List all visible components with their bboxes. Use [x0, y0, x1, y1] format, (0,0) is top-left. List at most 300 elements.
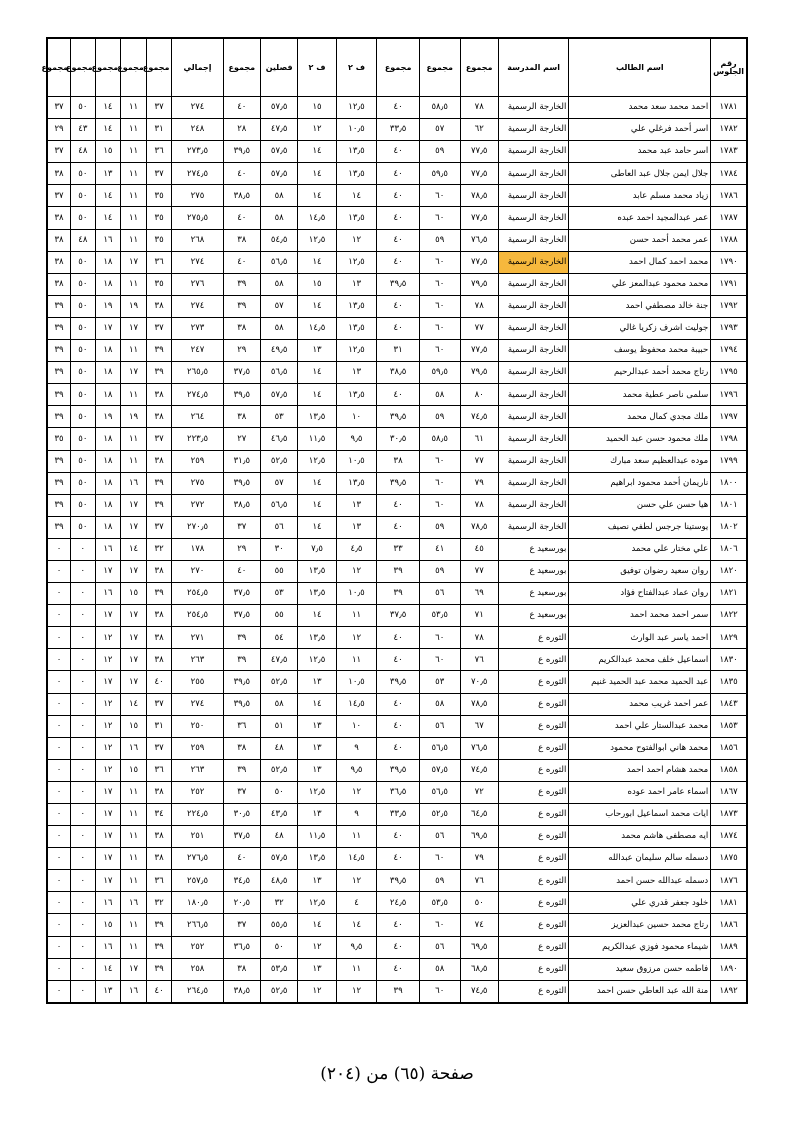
total-7-cell: ١٨ — [95, 251, 121, 273]
school-name-cell: الخارجة الرسمية — [498, 229, 568, 251]
total-7-cell: ١٢ — [95, 715, 121, 737]
total-1-cell: ٦٢ — [460, 119, 498, 141]
table-row — [47, 936, 747, 958]
grand-total-cell: ٢٦٤ — [172, 406, 223, 428]
total-4-cell: ٣٨ — [223, 317, 260, 339]
two-terms-cell: ٥٠ — [260, 936, 297, 958]
table-row — [47, 163, 747, 185]
grand-total-cell: ٢٥٧٫٥ — [172, 870, 223, 892]
table-row — [47, 605, 747, 627]
two-terms-cell: ٣٠ — [260, 538, 297, 560]
total-7-cell: ١٨ — [95, 362, 121, 384]
table-row — [47, 980, 747, 1003]
total-8-cell: ٠ — [71, 649, 96, 671]
total-4-cell: ٢٧ — [223, 428, 260, 450]
total-9-cell: ٣٨ — [47, 163, 71, 185]
total-8-cell: ٥٠ — [71, 273, 96, 295]
seat-number-cell: ١٨٨٩ — [711, 936, 747, 958]
seat-number-cell: ١٨٥٦ — [711, 737, 747, 759]
term2-b-cell: ١٣ — [298, 804, 336, 826]
total-9-cell: ٠ — [47, 914, 71, 936]
table-row — [47, 229, 747, 251]
table-row — [47, 848, 747, 870]
total-6-cell: ١٥ — [121, 583, 147, 605]
total-1-cell: ٧٦٫٥ — [460, 229, 498, 251]
total-8-cell: ٤٨ — [71, 229, 96, 251]
total-5-cell: ٣٢ — [146, 892, 172, 914]
term2-b-cell: ١٤ — [298, 605, 336, 627]
term2-b-cell: ١٤ — [298, 251, 336, 273]
seat-number-cell: ١٨٩٠ — [711, 958, 747, 980]
total-8-cell: ٥٠ — [71, 472, 96, 494]
grand-total-cell: ٢٧٠٫٥ — [172, 516, 223, 538]
total-8-cell: ٥٠ — [71, 450, 96, 472]
grand-total-cell: ٢٧٤ — [172, 295, 223, 317]
total-6-cell: ١٧ — [121, 627, 147, 649]
total-7-cell: ١٢ — [95, 737, 121, 759]
total-3-cell: ٣١ — [377, 340, 420, 362]
total-2-cell: ٥٣٫٥ — [419, 605, 460, 627]
total-9-cell: ٢٩ — [47, 119, 71, 141]
total-3-cell: ٤٠ — [377, 826, 420, 848]
grand-total-cell: ٢٧٦٫٥ — [172, 848, 223, 870]
total-3-cell: ٣٩ — [377, 560, 420, 582]
grand-total-cell: ٢٧٢ — [172, 494, 223, 516]
school-name-cell: الخارجة الرسمية — [498, 516, 568, 538]
two-terms-cell: ٤٨٫٥ — [260, 870, 297, 892]
student-name-cell: عمر احمد غريب محمد — [569, 693, 711, 715]
seat-number-cell: ١٧٨٢ — [711, 119, 747, 141]
seat-number-cell: ١٧٨٤ — [711, 163, 747, 185]
term2-b-cell: ١٢٫٥ — [298, 450, 336, 472]
total-2-cell: ٦٠ — [419, 627, 460, 649]
total-1-cell: ٧٨٫٥ — [460, 185, 498, 207]
table-row — [47, 715, 747, 737]
total-9-cell: ٠ — [47, 936, 71, 958]
total-8-cell: ٥٠ — [71, 516, 96, 538]
total-1-cell: ٧٤٫٥ — [460, 759, 498, 781]
total-6-cell: ١٧ — [121, 560, 147, 582]
grand-total-cell: ٢٢٣٫٥ — [172, 428, 223, 450]
total-1-cell: ٧٢ — [460, 781, 498, 803]
total-8-cell: ٠ — [71, 538, 96, 560]
total-5-cell: ٣٧ — [146, 693, 172, 715]
total-2-cell: ٦٠ — [419, 472, 460, 494]
total-4-cell: ٢٠٫٥ — [223, 892, 260, 914]
grand-total-cell: ٢٧٤ — [172, 251, 223, 273]
grand-total-cell: ٢٧٥ — [172, 472, 223, 494]
term2-a-cell: ١٣٫٥ — [336, 384, 377, 406]
total-7-cell: ١٤ — [95, 207, 121, 229]
total-4-cell: ٣٤٫٥ — [223, 870, 260, 892]
student-name-cell: محمد هاني ابوالفتوح محمود — [569, 737, 711, 759]
total-3-cell: ٣٩٫٥ — [377, 406, 420, 428]
term2-b-cell: ١٣ — [298, 870, 336, 892]
total-1-cell: ٧٧ — [460, 560, 498, 582]
total-8-cell: ٥٠ — [71, 340, 96, 362]
total-3-cell: ٤٠ — [377, 958, 420, 980]
total-3-cell: ٤٠ — [377, 936, 420, 958]
total-9-cell: ٣٧ — [47, 97, 71, 119]
total-5-cell: ٣٨ — [146, 560, 172, 582]
total-5-cell: ٣٨ — [146, 384, 172, 406]
term2-b-cell: ١٣ — [298, 671, 336, 693]
term2-b-cell: ١٤ — [298, 384, 336, 406]
student-name-cell: جوليت اشرف زكريا غالي — [569, 317, 711, 339]
total-6-cell: ١٦ — [121, 737, 147, 759]
table-row — [47, 494, 747, 516]
two-terms-cell: ٤٧٫٥ — [260, 119, 297, 141]
total-5-cell: ٣٩ — [146, 583, 172, 605]
total-2-cell: ٥٦٫٥ — [419, 781, 460, 803]
term2-b-cell: ١٤ — [298, 362, 336, 384]
grand-total-cell: ٢٥١ — [172, 826, 223, 848]
total-8-cell: ٥٠ — [71, 384, 96, 406]
total-2-cell: ٥٩ — [419, 406, 460, 428]
term2-b-cell: ١١٫٥ — [298, 826, 336, 848]
school-name-cell: الثوره ع — [498, 693, 568, 715]
total-9-cell: ٠ — [47, 627, 71, 649]
total-1-cell: ٧٤٫٥ — [460, 980, 498, 1003]
school-name-cell: الثوره ع — [498, 759, 568, 781]
seat-number-cell: ١٧٩٠ — [711, 251, 747, 273]
seat-number-cell: ١٨٧٦ — [711, 870, 747, 892]
term2-a-cell: ١٣٫٥ — [336, 317, 377, 339]
total-9-cell: ٠ — [47, 980, 71, 1003]
school-name-cell: الثوره ع — [498, 936, 568, 958]
term2-b-cell: ١٣٫٥ — [298, 560, 336, 582]
total-9-cell: ٠ — [47, 958, 71, 980]
total-5-cell: ٣٢ — [146, 538, 172, 560]
total-2-cell: ٥٩ — [419, 870, 460, 892]
total-3-cell: ٤٠ — [377, 317, 420, 339]
table-row — [47, 759, 747, 781]
table-row — [47, 472, 747, 494]
total-3-cell: ٤٠ — [377, 295, 420, 317]
total-8-cell: ٠ — [71, 737, 96, 759]
total-6-cell: ١٦ — [121, 892, 147, 914]
two-terms-cell: ٥٢٫٥ — [260, 450, 297, 472]
total-6-cell: ١٧ — [121, 494, 147, 516]
total-5-cell: ٤٠ — [146, 980, 172, 1003]
student-name-cell: علي مختار علي محمد — [569, 538, 711, 560]
total-7-cell: ١٤ — [95, 97, 121, 119]
total-6-cell: ١١ — [121, 914, 147, 936]
grand-total-cell: ٢٥٢ — [172, 936, 223, 958]
total-1-cell: ٦٩ — [460, 583, 498, 605]
term2-a-cell: ١٢ — [336, 229, 377, 251]
seat-number-cell: ١٧٩٧ — [711, 406, 747, 428]
school-name-cell: الخارجة الرسمية — [498, 317, 568, 339]
term2-a-cell: ٤ — [336, 892, 377, 914]
total-7-cell: ١٨ — [95, 472, 121, 494]
total-4-cell: ٣٨٫٥ — [223, 980, 260, 1003]
total-4-cell: ٣٧٫٥ — [223, 826, 260, 848]
col-header-grand-total: إجمالي — [172, 38, 223, 97]
term2-a-cell: ١٠٫٥ — [336, 119, 377, 141]
total-4-cell: ٣٨ — [223, 229, 260, 251]
total-7-cell: ١٢ — [95, 627, 121, 649]
two-terms-cell: ٥٨ — [260, 693, 297, 715]
student-name-cell: موده عبدالعظيم سعد مبارك — [569, 450, 711, 472]
school-name-cell: الخارجة الرسمية — [498, 472, 568, 494]
table-row — [47, 340, 747, 362]
term2-b-cell: ١٢ — [298, 980, 336, 1003]
total-1-cell: ٧٦٫٥ — [460, 737, 498, 759]
term2-a-cell: ١٣ — [336, 273, 377, 295]
total-6-cell: ١١ — [121, 185, 147, 207]
total-2-cell: ٥٦ — [419, 826, 460, 848]
school-name-cell: الخارجة الرسمية — [498, 494, 568, 516]
total-9-cell: ٠ — [47, 892, 71, 914]
total-3-cell: ٤٠ — [377, 494, 420, 516]
total-2-cell: ٥٨ — [419, 693, 460, 715]
grand-total-cell: ٢٤٨ — [172, 119, 223, 141]
total-9-cell: ٣٩ — [47, 317, 71, 339]
total-3-cell: ٤٠ — [377, 229, 420, 251]
total-4-cell: ٣٠٫٥ — [223, 804, 260, 826]
term2-a-cell: ١٢ — [336, 781, 377, 803]
school-name-cell: الخارجة الرسمية — [498, 251, 568, 273]
term2-b-cell: ١٣ — [298, 715, 336, 737]
two-terms-cell: ٥٨ — [260, 273, 297, 295]
student-name-cell: فاطمه حسن مرزوق سعيد — [569, 958, 711, 980]
total-1-cell: ٦٨٫٥ — [460, 958, 498, 980]
term2-a-cell: ١٠٫٥ — [336, 450, 377, 472]
total-6-cell: ١١ — [121, 340, 147, 362]
total-6-cell: ١١ — [121, 97, 147, 119]
total-7-cell: ١٨ — [95, 516, 121, 538]
grand-total-cell: ١٨٠٫٥ — [172, 892, 223, 914]
seat-number-cell: ١٨٢١ — [711, 583, 747, 605]
total-7-cell: ١٩ — [95, 406, 121, 428]
school-name-cell: الخارجة الرسمية — [498, 119, 568, 141]
term2-a-cell: ١٠٫٥ — [336, 583, 377, 605]
total-1-cell: ٧٧٫٥ — [460, 340, 498, 362]
term2-a-cell: ١٢٫٥ — [336, 340, 377, 362]
student-name-cell: دسمله عبدالله حسن احمد — [569, 870, 711, 892]
total-1-cell: ٧٦ — [460, 649, 498, 671]
table-row — [47, 583, 747, 605]
student-name-cell: ملك مجدي كمال محمد — [569, 406, 711, 428]
total-9-cell: ٣٩ — [47, 295, 71, 317]
school-name-cell: الخارجة الرسمية — [498, 97, 568, 119]
col-header-total-2: مجموع — [419, 38, 460, 97]
student-name-cell: سلمى ناصر عطية محمد — [569, 384, 711, 406]
col-header-total-3: مجموع — [377, 38, 420, 97]
two-terms-cell: ٤٣٫٥ — [260, 804, 297, 826]
total-6-cell: ١١ — [121, 273, 147, 295]
two-terms-cell: ٥٣٫٥ — [260, 958, 297, 980]
total-9-cell: ٠ — [47, 848, 71, 870]
seat-number-cell: ١٧٨٧ — [711, 207, 747, 229]
seat-number-cell: ١٨٧٥ — [711, 848, 747, 870]
total-5-cell: ٣٧ — [146, 737, 172, 759]
total-7-cell: ١٨ — [95, 450, 121, 472]
two-terms-cell: ٥٤٫٥ — [260, 229, 297, 251]
col-header-total-7: مجموع — [95, 38, 121, 97]
total-6-cell: ١٧ — [121, 362, 147, 384]
two-terms-cell: ٥١ — [260, 715, 297, 737]
seat-number-cell: ١٧٨٣ — [711, 141, 747, 163]
total-2-cell: ٥٨٫٥ — [419, 97, 460, 119]
two-terms-cell: ٥٦ — [260, 516, 297, 538]
total-1-cell: ٧٨ — [460, 494, 498, 516]
total-6-cell: ١١ — [121, 826, 147, 848]
total-5-cell: ٣٨ — [146, 781, 172, 803]
two-terms-cell: ٤٨ — [260, 737, 297, 759]
school-name-cell: الثوره ع — [498, 649, 568, 671]
two-terms-cell: ٥٨ — [260, 207, 297, 229]
total-3-cell: ٣٩٫٥ — [377, 870, 420, 892]
total-5-cell: ٣٨ — [146, 848, 172, 870]
total-2-cell: ٦٠ — [419, 185, 460, 207]
total-5-cell: ٣٩ — [146, 958, 172, 980]
table-row — [47, 317, 747, 339]
total-7-cell: ١٦ — [95, 538, 121, 560]
student-name-cell: حبيبة محمد محفوظ يوسف — [569, 340, 711, 362]
two-terms-cell: ٥٤ — [260, 627, 297, 649]
seat-number-cell: ١٨٤٣ — [711, 693, 747, 715]
student-name-cell: شيماء محمود فوزي عبدالكريم — [569, 936, 711, 958]
total-9-cell: ٠ — [47, 649, 71, 671]
term2-b-cell: ١٢ — [298, 936, 336, 958]
total-4-cell: ٣٧ — [223, 516, 260, 538]
total-1-cell: ٧٨ — [460, 295, 498, 317]
total-8-cell: ٥٠ — [71, 428, 96, 450]
total-7-cell: ١٨ — [95, 428, 121, 450]
table-row — [47, 958, 747, 980]
total-3-cell: ٢٤٫٥ — [377, 892, 420, 914]
seat-number-cell: ١٧٨٨ — [711, 229, 747, 251]
total-9-cell: ٠ — [47, 605, 71, 627]
term2-a-cell: ١٣٫٥ — [336, 295, 377, 317]
table-row — [47, 560, 747, 582]
term2-a-cell: ١٣ — [336, 494, 377, 516]
school-name-cell: الخارجة الرسمية — [498, 450, 568, 472]
total-8-cell: ٠ — [71, 759, 96, 781]
school-name-cell: الثوره ع — [498, 781, 568, 803]
total-2-cell: ٥٦٫٥ — [419, 737, 460, 759]
grand-total-cell: ٢٦٨ — [172, 229, 223, 251]
total-3-cell: ٤٠ — [377, 914, 420, 936]
term2-a-cell: ١١ — [336, 649, 377, 671]
student-name-cell: جلال ايمن جلال عبد العاطى — [569, 163, 711, 185]
total-5-cell: ٣٨ — [146, 605, 172, 627]
total-1-cell: ٧٧٫٥ — [460, 141, 498, 163]
student-name-cell: يوستينا جرجس لطفي نصيف — [569, 516, 711, 538]
total-5-cell: ٣٧ — [146, 163, 172, 185]
grand-total-cell: ٢٦٤٫٥ — [172, 980, 223, 1003]
total-5-cell: ٣٦ — [146, 251, 172, 273]
total-7-cell: ١٦ — [95, 936, 121, 958]
total-7-cell: ١٢ — [95, 649, 121, 671]
total-6-cell: ١٥ — [121, 759, 147, 781]
table-row — [47, 185, 747, 207]
total-4-cell: ٣٩٫٥ — [223, 671, 260, 693]
total-4-cell: ٤٠ — [223, 848, 260, 870]
term2-a-cell: ٩ — [336, 737, 377, 759]
term2-b-cell: ١٣ — [298, 340, 336, 362]
seat-number-cell: ١٧٩٦ — [711, 384, 747, 406]
total-1-cell: ٧٤ — [460, 914, 498, 936]
total-5-cell: ٣١ — [146, 715, 172, 737]
total-8-cell: ٠ — [71, 958, 96, 980]
total-1-cell: ٦١ — [460, 428, 498, 450]
seat-number-cell: ١٨٢٠ — [711, 560, 747, 582]
seat-number-cell: ١٨٠٦ — [711, 538, 747, 560]
total-5-cell: ٣١ — [146, 119, 172, 141]
total-5-cell: ٣٧ — [146, 516, 172, 538]
grand-total-cell: ٢٧٣٫٥ — [172, 141, 223, 163]
total-8-cell: ٠ — [71, 892, 96, 914]
student-name-cell: روان سعيد رضوان توفيق — [569, 560, 711, 582]
term2-a-cell: ١٣ — [336, 516, 377, 538]
seat-number-cell: ١٧٩٥ — [711, 362, 747, 384]
total-4-cell: ٣٩٫٥ — [223, 141, 260, 163]
total-2-cell: ٥٦ — [419, 715, 460, 737]
total-7-cell: ١٨ — [95, 273, 121, 295]
student-name-cell: رتاج محمد حسين عبدالعزيز — [569, 914, 711, 936]
total-2-cell: ٦٠ — [419, 273, 460, 295]
two-terms-cell: ٤٩٫٥ — [260, 340, 297, 362]
school-name-cell: الخارجة الرسمية — [498, 428, 568, 450]
total-5-cell: ٣٧ — [146, 317, 172, 339]
seat-number-cell: ١٨٨٦ — [711, 914, 747, 936]
grand-total-cell: ٢٥٩ — [172, 450, 223, 472]
total-9-cell: ٠ — [47, 781, 71, 803]
total-6-cell: ١٧ — [121, 605, 147, 627]
term2-b-cell: ١٣ — [298, 958, 336, 980]
student-name-cell: محمد عبدالستار علي احمد — [569, 715, 711, 737]
col-header-total-6: مجموع — [121, 38, 147, 97]
two-terms-cell: ٥٥٫٥ — [260, 914, 297, 936]
total-6-cell: ١١ — [121, 207, 147, 229]
total-4-cell: ٤٠ — [223, 560, 260, 582]
table-row — [47, 362, 747, 384]
term2-a-cell: ٩ — [336, 804, 377, 826]
student-name-cell: اسر حامد عبد محمد — [569, 141, 711, 163]
grand-total-cell: ٢٧٥٫٥ — [172, 207, 223, 229]
total-5-cell: ٤٠ — [146, 671, 172, 693]
total-6-cell: ١١ — [121, 804, 147, 826]
total-7-cell: ١٦ — [95, 229, 121, 251]
student-name-cell: محمد احمد كمال احمد — [569, 251, 711, 273]
total-3-cell: ٤٠ — [377, 715, 420, 737]
total-6-cell: ١٧ — [121, 251, 147, 273]
total-5-cell: ٣٦ — [146, 141, 172, 163]
seat-number-cell: ١٧٨٦ — [711, 185, 747, 207]
student-name-cell: روان عماد عبدالفتاح فؤاد — [569, 583, 711, 605]
two-terms-cell: ٥٧٫٥ — [260, 384, 297, 406]
student-name-cell: اسماء عامر احمد عوده — [569, 781, 711, 803]
two-terms-cell: ٥٧٫٥ — [260, 163, 297, 185]
school-name-cell: الخارجة الرسمية — [498, 273, 568, 295]
term2-b-cell: ١٤ — [298, 185, 336, 207]
total-9-cell: ٠ — [47, 737, 71, 759]
total-3-cell: ٣٩٫٥ — [377, 472, 420, 494]
total-3-cell: ٤٠ — [377, 693, 420, 715]
total-4-cell: ٣٧٫٥ — [223, 583, 260, 605]
table-row — [47, 826, 747, 848]
total-5-cell: ٣٩ — [146, 914, 172, 936]
school-name-cell: الخارجة الرسمية — [498, 185, 568, 207]
grand-total-cell: ٢٧٤ — [172, 693, 223, 715]
term2-a-cell: ١١ — [336, 826, 377, 848]
total-8-cell: ٤٨ — [71, 141, 96, 163]
total-6-cell: ١٧ — [121, 649, 147, 671]
term2-a-cell: ١٤٫٥ — [336, 693, 377, 715]
